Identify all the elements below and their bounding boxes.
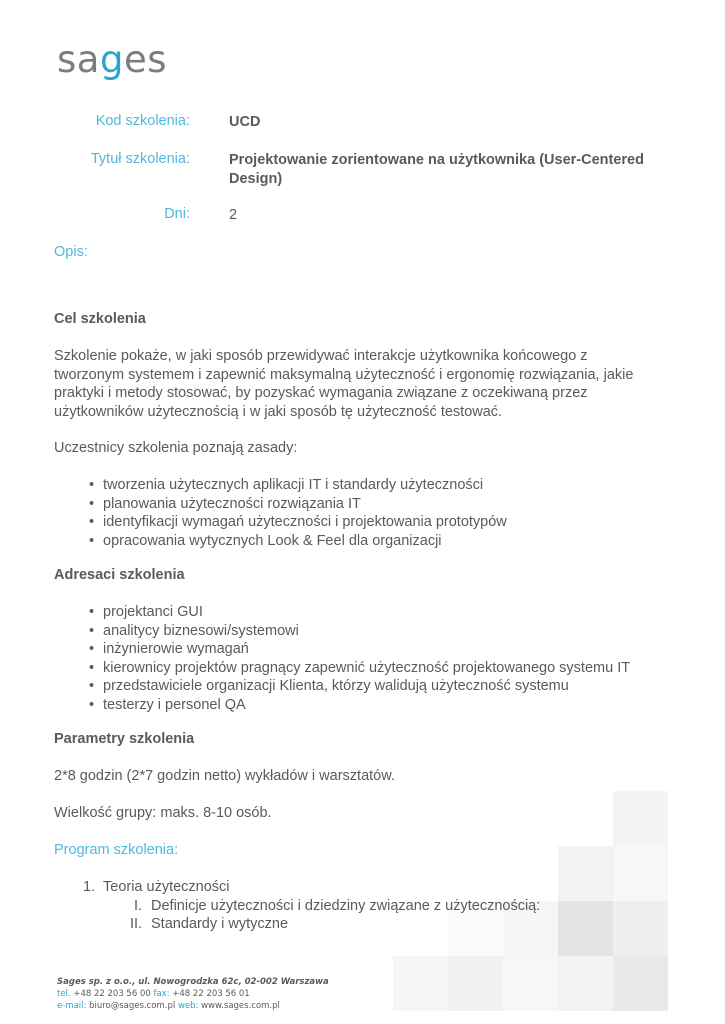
sages-logo (57, 38, 167, 81)
days-label: Dni: (164, 206, 190, 222)
logo-text: sa (57, 38, 100, 81)
deco-square (503, 956, 558, 1011)
paragraph-line: praktyki i metody stosować, by pozyskać wymagania związane z oczekiwaną przez (54, 385, 588, 402)
deco-square (558, 846, 613, 901)
deco-square (558, 956, 613, 1011)
list-item: • planowania użyteczności rozwiązania IT (89, 495, 507, 514)
list-item: • przedstawiciele organizacji Klienta, którzy walidują użyteczność systemu (89, 677, 630, 696)
program-heading: Program szkolenia: (54, 842, 179, 858)
footer-tel: +48 22 203 56 00 (73, 989, 151, 999)
course-title-line: Projektowanie zorientowane na użytkownika (User-Centered (229, 152, 644, 168)
footer-contact-line (57, 1000, 329, 1012)
list-item: • kierownicy projektów pragnący zapewnić użyteczność projektowanego systemu IT (89, 659, 630, 678)
program-subitem-text: Standardy i wytyczne (151, 916, 289, 932)
deco-square (448, 956, 503, 1011)
deco-square (393, 956, 448, 1011)
logo-text: es (123, 38, 167, 81)
paragraph-line: Szkolenie pokaże, w jaki sposób przewidywać interakcje użytkownika końcowego z (54, 348, 588, 364)
footer (57, 976, 329, 1012)
goal-heading: Cel szkolenia (54, 311, 146, 327)
program-subitem-text: Definicje użyteczności i dziedziny związane z użytecznością: (151, 898, 541, 914)
course-title-label: Tytuł szkolenia: (90, 151, 190, 167)
list-item: • analitycy biznesowi/systemowi (89, 622, 630, 641)
goal-list (89, 476, 507, 550)
footer-phone-line (57, 988, 329, 1000)
footer-fax-label: fax: (153, 989, 170, 999)
parameters-group-size: Wielkość grupy: maks. 8-10 osób. (54, 805, 272, 821)
list-item: • tworzenia użytecznych aplikacji IT i standardy użyteczności (89, 476, 507, 495)
course-code-label: Kod szkolenia: (95, 113, 190, 129)
deco-square (558, 901, 613, 956)
footer-company: Sages sp. z o.o., ul. Nowogrodzka 62c, 02-002 Warszawa (57, 977, 329, 987)
parameters-heading: Parametry szkolenia (54, 731, 195, 747)
deco-square (613, 956, 668, 1011)
paragraph-line: tworzonym systemem i zapewnić maksymalną użyteczność i ergonomię rozwiązania, jakie (54, 366, 634, 383)
footer-email-label: e-mail: (57, 1001, 87, 1011)
description-label: Opis: (54, 244, 88, 260)
list-item: • testerzy i personel QA (89, 696, 630, 715)
footer-web[interactable]: www.sages.com.pl (201, 1001, 280, 1011)
goal-intro: Uczestnicy szkolenia poznają zasady: (54, 440, 298, 456)
course-title-value (229, 151, 669, 189)
list-item: • opracowania wytycznych Look & Feel dla organizacji (89, 532, 507, 551)
course-title-line: Design) (229, 171, 283, 187)
footer-fax: +48 22 203 56 01 (172, 989, 250, 999)
program-subitem-number: II. (130, 916, 143, 932)
deco-square (613, 901, 668, 956)
parameters-hours: 2*8 godzin (2*7 godzin netto) wykładów i warsztatów. (54, 768, 395, 784)
footer-email[interactable]: biuro@sages.com.pl (89, 1001, 176, 1011)
list-item: • inżynierowie wymagań (89, 640, 630, 659)
program-subitem-number: I. (134, 898, 143, 914)
list-item: • identyfikacji wymagań użyteczności i projektowania prototypów (89, 513, 507, 532)
footer-tel-label: tel. (57, 989, 71, 999)
audience-heading: Adresaci szkolenia (54, 567, 185, 583)
audience-list (89, 603, 630, 715)
goal-paragraph (54, 347, 654, 421)
program-item-number: 1. (83, 879, 96, 895)
program-item-title: Teoria użyteczności (103, 879, 230, 895)
days-value: 2 (229, 207, 238, 223)
footer-web-label: web: (177, 1001, 199, 1011)
logo-text-accent: g (99, 38, 124, 81)
paragraph-line: użytkowników użytecznością i w jaki sposób tę użyteczność testować. (54, 403, 503, 420)
list-item: • projektanci GUI (89, 603, 630, 622)
deco-square (613, 846, 668, 901)
course-code-value: UCD (229, 114, 261, 130)
